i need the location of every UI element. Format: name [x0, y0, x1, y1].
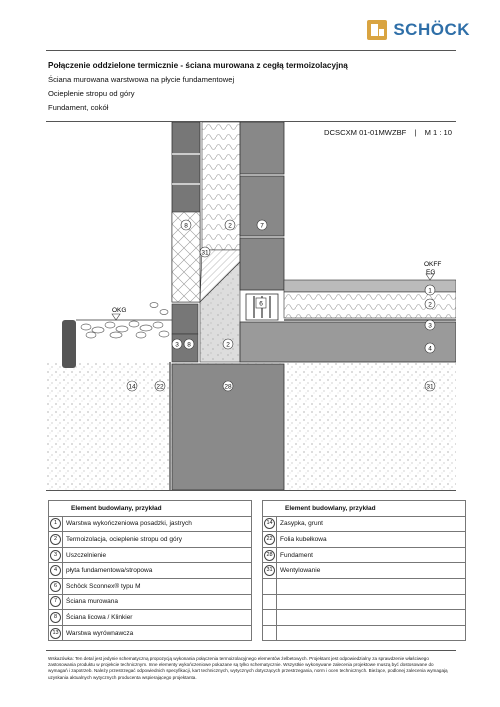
svg-text:7: 7 [260, 222, 264, 230]
svg-text:4: 4 [428, 345, 432, 353]
svg-text:6: 6 [259, 300, 263, 308]
legend-row: 6 Schöck Sconnex® typu M [49, 578, 466, 594]
svg-text:8: 8 [184, 222, 188, 230]
svg-text:8: 8 [187, 341, 191, 349]
callout-22 [155, 381, 165, 391]
legend-header-left: Element budowlany, przykład [49, 501, 252, 517]
callout-31-lower [425, 381, 435, 391]
callout-2-upper [225, 220, 235, 230]
code-separator: | [414, 128, 417, 137]
callout-31-upper [200, 247, 210, 257]
svg-text:31: 31 [201, 249, 209, 257]
top-divider [46, 50, 456, 51]
foundation-slab [240, 322, 456, 362]
legend-table [48, 500, 466, 641]
callout-2-right [425, 299, 435, 309]
callout-7 [257, 220, 267, 230]
masonry-wall [240, 122, 284, 290]
curb-stone [62, 320, 76, 368]
drawing-bottom-border [46, 490, 456, 491]
svg-text:1: 1 [428, 287, 432, 295]
svg-text:2: 2 [428, 301, 432, 309]
callout-4 [425, 343, 435, 353]
footer-divider [46, 650, 456, 651]
svg-text:22: 22 [156, 383, 164, 391]
okff-label: OKFF [424, 261, 442, 268]
detail-code: DCSCXM 01-01MWZBF [324, 128, 407, 137]
callout-2-lower [223, 339, 233, 349]
legend-row: 7 Ściana murowana [49, 594, 466, 610]
eg-label: EG [426, 269, 436, 276]
legend-row: 2 Termoizolacja, ocieplenie stropu od góry 22 Folia kubełkowa [49, 532, 466, 548]
construction-detail-drawing [46, 122, 456, 490]
legend-row: 3 Uszczelnienie 28 Fundament [49, 547, 466, 563]
svg-text:14: 14 [128, 383, 136, 391]
svg-text:28: 28 [224, 383, 232, 391]
callout-3-right [425, 320, 435, 330]
svg-text:31: 31 [426, 383, 434, 391]
legend-row: 1 Warstwa wykończeniowa posadzki, jastrych 14 Zasypka, grunt [49, 516, 466, 532]
callout-14 [127, 381, 137, 391]
svg-text:2: 2 [226, 341, 230, 349]
drawing-scale: M 1 : 10 [424, 128, 452, 137]
svg-text:3: 3 [175, 341, 179, 349]
callout-6 [256, 298, 266, 308]
subtitle-line-2: Ocieplenie stropu od góry [48, 89, 135, 98]
subtitle-line-1: Ściana murowana warstwowa na płycie fundamentowej [48, 75, 235, 84]
okg-label: OKG [112, 307, 127, 314]
schock-logo-mark [367, 20, 387, 40]
legend-row: 4 płyta fundamentowa/stropowa 31 Wentylowanie [49, 563, 466, 579]
subtitle-line-3: Fundament, cokół [48, 103, 109, 112]
callout-8-lower [184, 339, 194, 349]
schock-logo [367, 20, 470, 40]
legend-row: 13 Warstwa wyrównawcza [49, 625, 466, 641]
footer-disclaimer: Wskazówka: Ten detal jest jedynie schematyczną propozycją wykonania połączenia termoizolacyjnego elementów żelbetowych. Projektant jest odpowiedzialny za sprawdzenie właściwego zastosowania produktu w projekcie technicznym. Inne elementy wykończeniowe pokazane są tylko schematycznie. Wszystkie wykonywane zalecenia projektowe muszą być dostosowane do wymagań i zapotrzeb. Należy przestrzegać odpowiednich specyfikacji, kart technicznych, wytycznych dotyczących przestrzegania, norm i ocen technicznych. Bieżące, podlonej zalecenia wymagają uzyskania aktualnych wytycznych producenta wspierającego projektanta. [48, 656, 448, 680]
legend-header-right: Element budowlany, przykład [263, 501, 466, 517]
callout-8-upper [181, 220, 191, 230]
brand-name: SCHÖCK [393, 20, 470, 39]
callout-28 [223, 381, 233, 391]
svg-text:2: 2 [228, 222, 232, 230]
legend-row: 8 Ściana licowa / Klinkier [49, 610, 466, 626]
page-title: Połączenie oddzielone termicznie - ściana murowana z cegłą termoizolacyjną [48, 61, 348, 70]
callout-1 [425, 285, 435, 295]
wall-insulation [202, 122, 240, 250]
lower-clinker [172, 304, 198, 334]
callout-3 [172, 339, 182, 349]
svg-text:3: 3 [428, 322, 432, 330]
